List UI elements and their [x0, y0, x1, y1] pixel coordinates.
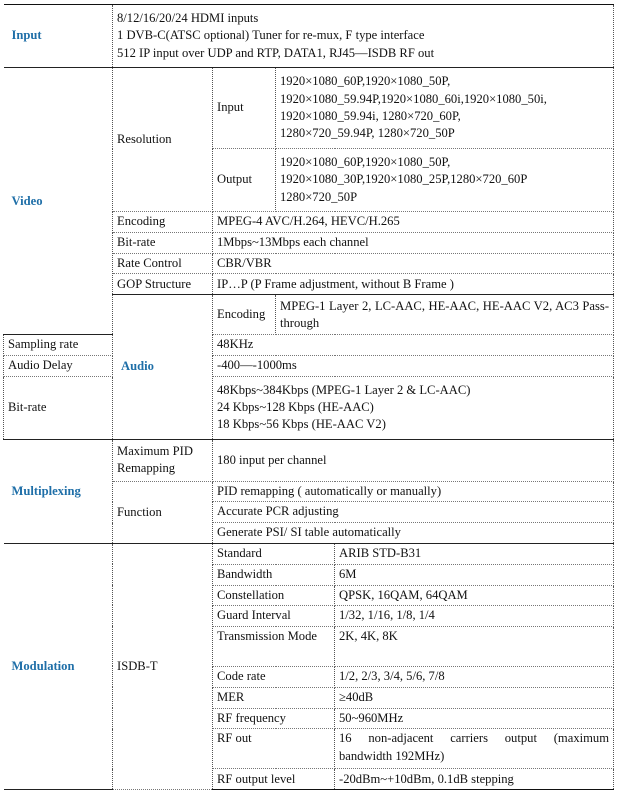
mod-param-value: 2K, 4K, 8K [335, 626, 614, 666]
function-item: Generate PSI/ SI table automatically [213, 523, 614, 544]
mod-param-key: MER [213, 687, 335, 708]
audio-bitrate-label: Bit-rate [4, 376, 113, 439]
section-video: Video [4, 68, 113, 335]
audio-bitrate-line: 18 Kbps~56 Kbps (HE-AAC V2) [217, 417, 386, 432]
mod-param-key: RF output level [213, 769, 335, 790]
resolution-input-values [276, 68, 614, 149]
mod-param-value: QPSK, 16QAM, 64QAM [335, 585, 614, 605]
function-item: PID remapping ( automatically or manually) [213, 481, 614, 501]
resolution-line: 1920×1080_60P,1920×1080_50P, [280, 74, 451, 89]
spec-table [3, 4, 614, 790]
video-bitrate-label: Bit-rate [113, 233, 213, 254]
resolution-line: 1920×1080_30P,1920×1080_25P,1280×720_60P [280, 172, 528, 187]
mod-param-value: 1/32, 1/16, 1/8, 1/4 [335, 605, 614, 626]
audio-encoding-label: Encoding [213, 295, 276, 335]
mod-param-value: 1/2, 2/3, 3/4, 5/6, 7/8 [335, 666, 614, 687]
resolution-line: 1280×720_50P [280, 189, 358, 204]
mod-param-key: Bandwidth [213, 564, 335, 585]
resolution-line: 1920×1080_60P,1920×1080_50P, [280, 154, 451, 169]
mod-param-key: Code rate [213, 666, 335, 687]
section-audio: Audio [113, 295, 213, 439]
mod-param-key: RF frequency [213, 708, 335, 728]
section-modulation: Modulation [4, 544, 113, 790]
audio-bitrate-line: 48Kbps~384Kbps (MPEG-1 Layer 2 & LC-AAC) [217, 382, 471, 397]
pid-label-line: Remapping [117, 461, 176, 476]
section-input: Input [4, 5, 113, 68]
video-encoding-label: Encoding [113, 212, 213, 233]
modulation-standard-name: ISDB-T [113, 544, 213, 790]
audio-delay-label: Audio Delay [4, 355, 113, 376]
mod-param-key: Constellation [213, 585, 335, 605]
sampling-rate-value: 48KHz [213, 335, 614, 355]
resolution-label: Resolution [113, 68, 213, 212]
mod-param-key: Guard Interval [213, 605, 335, 626]
function-item: Accurate PCR adjusting [213, 502, 614, 523]
resolution-input-label: Input [213, 68, 276, 149]
mod-param-value: ARIB STD-B31 [335, 544, 614, 564]
sampling-rate-label: Sampling rate [4, 335, 113, 355]
pid-remapping-value: 180 input per channel [213, 439, 614, 481]
video-bitrate-value: 1Mbps~13Mbps each channel [213, 233, 614, 254]
resolution-line: 1280×720_59.94P, 1280×720_50P [280, 126, 455, 141]
function-label: Function [113, 481, 213, 543]
mod-param-key: Transmission Mode [213, 626, 335, 666]
mod-param-value: -20dBm~+10dBm, 0.1dB stepping [335, 769, 614, 790]
input-line: 512 IP input over UDP and RTP, DATA1, RJ45—ISDB RF out [117, 45, 435, 60]
video-encoding-value: MPEG-4 AVC/H.264, HEVC/H.265 [213, 212, 614, 233]
resolution-line: 1920×1080_59.94i, 1280×720_60P, [280, 109, 461, 123]
mod-param-value: 6M [335, 564, 614, 585]
audio-bitrate-line: 24 Kbps~128 Kbps (HE-AAC) [217, 400, 374, 415]
rate-control-value: CBR/VBR [213, 254, 614, 274]
input-cell [113, 5, 614, 68]
audio-encoding-value: MPEG-1 Layer 2, LC-AAC, HE-AAC, HE-AAC V2, AC3 Pass-through [276, 295, 614, 335]
resolution-line: 1920×1080_59.94P,1920×1080_60i,1920×1080_50i, [280, 91, 547, 106]
gop-label: GOP Structure [113, 274, 213, 295]
gop-value: IP…P (P Frame adjustment, without B Frame ) [213, 274, 614, 295]
rate-control-label: Rate Control [113, 254, 213, 274]
mod-param-key: Standard [213, 544, 335, 564]
audio-delay-value: -400—-1000ms [213, 355, 614, 376]
resolution-output-label: Output [213, 149, 276, 212]
mod-param-value: 16 non-adjacent carriers output (maximum bandwidth 192MHz) [335, 729, 614, 769]
pid-label-line: Maximum PID [117, 443, 193, 458]
input-line: 8/12/16/20/24 HDMI inputs [117, 10, 259, 25]
mod-param-value: ≥40dB [335, 687, 614, 708]
resolution-output-values [276, 149, 614, 212]
input-line: 1 DVB-C(ATSC optional) Tuner for re-mux, F type interface [117, 28, 425, 43]
mod-param-key: RF out [213, 729, 335, 769]
audio-bitrate-values [213, 376, 614, 439]
section-multiplexing: Multiplexing [4, 439, 113, 543]
pid-remapping-label [113, 439, 213, 481]
mod-param-value: 50~960MHz [335, 708, 614, 728]
